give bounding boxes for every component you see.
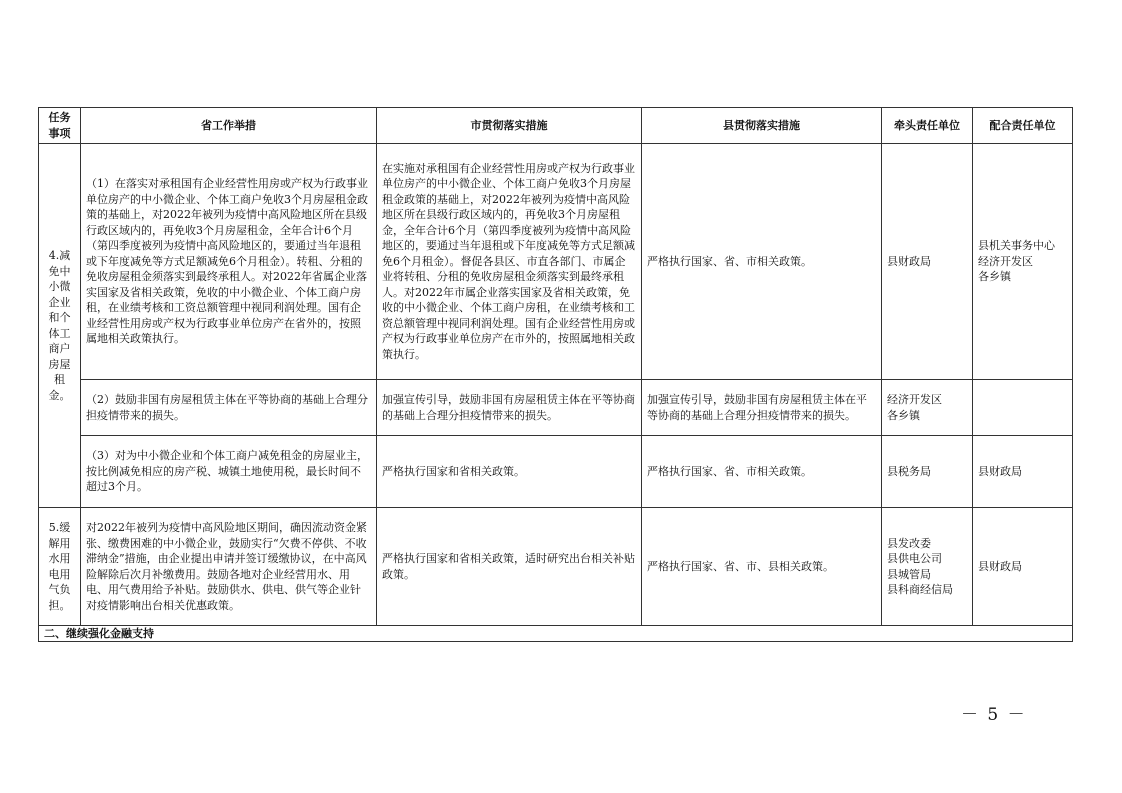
header-task: 任务 事项 — [39, 108, 81, 144]
section-title: 二、继续强化金融支持 — [39, 626, 1073, 642]
page-number: － 5 － — [961, 705, 1027, 725]
city-cell: 在实施对承租国有企业经营性用房或产权为行政事业单位房产的中小微企业、个体工商户免收3个月房屋租金政策的基础上，对2022年被列为疫情中高风险地区所在县级行政区域内的，再免收3个月房屋租金，全年合计6个月（第四季度被列为疫情中高风险地区的，要通过当年退租或下年度减免等方式足额减免6个月租金）。督促各县区、市直各部门、市属企业将转租、分租的免收房屋租金须落实到最终承租人。对2022年市属企业落实国家及省相关政策，免收的中小微企业、个体工商户房租，在业绩考核和工资总额管理中视同利润处理。国有企业经营性用房或产权为行政事业单位房产在市外的，按照属地相关政策执行。 — [377, 144, 642, 380]
county-cell: 严格执行国家、省、市、县相关政策。 — [642, 508, 882, 626]
header-city-measures: 市贯彻落实措施 — [377, 108, 642, 144]
section-row — [39, 626, 1073, 642]
county-cell: 严格执行国家、省、市相关政策。 — [642, 144, 882, 380]
coop-cell: 县财政局 — [973, 436, 1073, 508]
county-cell: 严格执行国家、省、市相关政策。 — [642, 436, 882, 508]
policy-table — [38, 107, 1073, 642]
lead-cell: 县税务局 — [882, 436, 973, 508]
task-cell: 4.减 免中 小微 企业 和个 体工 商户 房屋 租 金。 — [39, 144, 81, 508]
province-cell: （3）对为中小微企业和个体工商户减免租金的房屋业主，按比例减免相应的房产税、城镇土地使用税，最长时间不超过3个月。 — [81, 436, 377, 508]
lead-cell: 县财政局 — [882, 144, 973, 380]
province-cell: （2）鼓励非国有房屋租赁主体在平等协商的基础上合理分担疫情带来的损失。 — [81, 380, 377, 436]
county-cell: 加强宣传引导，鼓励非国有房屋租赁主体在平等协商的基础上合理分担疫情带来的损失。 — [642, 380, 882, 436]
table-row — [39, 436, 1073, 508]
lead-cell: 经济开发区 各乡镇 — [882, 380, 973, 436]
table-row — [39, 380, 1073, 436]
coop-cell: 县财政局 — [973, 508, 1073, 626]
coop-cell — [973, 380, 1073, 436]
header-row — [39, 108, 1073, 144]
header-province-measures: 省工作举措 — [81, 108, 377, 144]
header-county-measures: 县贯彻落实措施 — [642, 108, 882, 144]
coop-cell: 县机关事务中心 经济开发区 各乡镇 — [973, 144, 1073, 380]
table-row — [39, 508, 1073, 626]
city-cell: 严格执行国家和省相关政策。 — [377, 436, 642, 508]
task-cell: 5.缓 解用 水用 电用 气负 担。 — [39, 508, 81, 626]
header-lead-unit: 牵头责任单位 — [882, 108, 973, 144]
province-cell: 对2022年被列为疫情中高风险地区期间，确因流动资金紧张、缴费困难的中小微企业，鼓励实行“欠费不停供、不收滞纳金”措施，由企业提出申请并签订缓缴协议，在中高风险解除后次月补缴费用。鼓励各地对企业经营用水、用电、用气费用给予补贴。鼓励供水、供电、供气等企业针对疫情影响出台相关优惠政策。 — [81, 508, 377, 626]
province-cell: （1）在落实对承租国有企业经营性用房或产权为行政事业单位房产的中小微企业、个体工商户免收3个月房屋租金政策的基础上，对2022年被列为疫情中高风险地区所在县级行政区域内的，再免收3个月房屋租金，全年合计6个月（第四季度被列为疫情中高风险地区的，要通过当年退租或下年度减免等方式足额减免6个月租金）。转租、分租的免收房屋租金须落实到最终承租人。对2022年省属企业落实国家及省相关政策，免收的中小微企业、个体工商户房租，在业绩考核和工资总额管理中视同利润处理。国有企业经营性用房或产权为行政事业单位房产在省外的，按照属地相关政策执行。 — [81, 144, 377, 380]
header-coop-unit: 配合责任单位 — [973, 108, 1073, 144]
city-cell: 严格执行国家和省相关政策，适时研究出台相关补贴政策。 — [377, 508, 642, 626]
city-cell: 加强宣传引导，鼓励非国有房屋租赁主体在平等协商的基础上合理分担疫情带来的损失。 — [377, 380, 642, 436]
table-row — [39, 144, 1073, 380]
lead-cell: 县发改委 县供电公司 县城管局 县科商经信局 — [882, 508, 973, 626]
